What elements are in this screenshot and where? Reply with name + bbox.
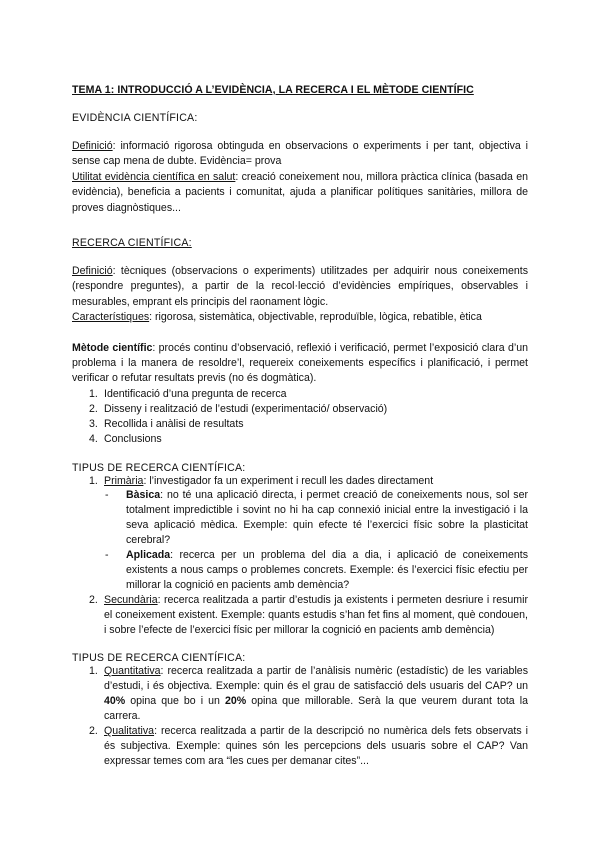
recerca-caracteristiques-text: : rigorosa, sistemàtica, objectivable, reproduïble, lògica, rebatible, ètica	[149, 311, 482, 324]
list-item-text: Identificació d’una pregunta de recerca	[104, 387, 287, 400]
recerca-definicio-text: : tècniques (observacions o experiments) utilitzades per adquirir nous coneixements (respondre preguntes), a partir de la recol·lecció d’evidències empíriques, observables i mesurables, emprant els principis del raonament lògic.	[72, 265, 528, 308]
list-number: 4.	[89, 432, 98, 445]
basica-label: Bàsica	[126, 489, 161, 502]
list-item	[72, 402, 528, 417]
section-heading-tipus-1: TIPUS DE RECERCA CIENTÍFICA:	[72, 461, 246, 474]
metode-steps-list	[72, 387, 528, 447]
list-item	[72, 387, 528, 402]
recerca-definicio-label: Definició	[72, 265, 113, 278]
list-item-basica	[96, 488, 528, 548]
aplicada-text: : recerca per un problema del dia a dia, i aplicació de coneixements existents a nous camps o problemes concrets. Exemple: és l’exercici físic efectiu per millorar la cognició en pacients amb demència?	[126, 549, 528, 591]
tipus-1-list	[72, 474, 528, 638]
quantitativa-text-c: opina que millorable. Serà la que veurem durant tota la carrera.	[104, 695, 528, 723]
list-item-quantitativa	[72, 664, 528, 724]
recerca-caracteristiques-label: Característiques	[72, 311, 150, 324]
metode-cientific-text: : procés continu d’observació, reflexió i verificació, permet l’exposició clara d’un problema i la manera de resoldre’l, requereix coneixements específics i planificació, i permet verificar o refutar resultats previs (no és dogmàtica).	[72, 341, 528, 385]
page-title: TEMA 1: INTRODUCCIÓ A L’EVIDÈNCIA, LA RECERCA I EL MÈTODE CIENTÍFIC	[72, 84, 474, 96]
list-item-text: Disseny i realització de l’estudi (experimentació/ observació)	[104, 402, 388, 415]
primaria-label: Primària	[104, 474, 144, 487]
list-number: 1.	[89, 665, 98, 678]
metode-cientific-label: Mètode científic	[72, 341, 153, 354]
dash-marker: -	[105, 489, 109, 502]
list-number: 3.	[89, 417, 98, 430]
evidencia-utilitat-label: Utilitat evidència científica en salut	[72, 170, 236, 183]
evidencia-utilitat	[72, 170, 528, 216]
tipus-2-list	[72, 664, 528, 768]
list-item-aplicada	[96, 548, 528, 593]
secundaria-label: Secundària	[104, 593, 158, 606]
list-number: 2.	[89, 593, 98, 606]
list-number: 2.	[89, 725, 98, 738]
list-number: 1.	[89, 474, 98, 487]
evidencia-utilitat-text: : creació coneixement nou, millora pràctica clínica (basada en evidència), beneficia a pacients i comunitat, ajuda a planificar polítiques sanitàries, millora de proves diagnòstiques...	[72, 170, 528, 214]
list-item	[72, 417, 528, 432]
recerca-caracteristiques	[72, 310, 528, 325]
list-item	[72, 432, 528, 447]
quantitativa-pct-1: 40%	[104, 695, 126, 708]
quantitativa-label: Quantitativa	[104, 665, 161, 678]
quantitativa-text-a: : recerca realitzada a partir de l’anàlisis numèric (estadístic) de les variables d’estudi, i és objectiva. Exemple: quin és el grau de satisfacció dels usuaris del CAP? un	[104, 665, 528, 693]
aplicada-label: Aplicada	[126, 549, 171, 562]
recerca-definicio	[72, 264, 528, 310]
evidencia-definicio	[72, 139, 528, 170]
list-item-qualitativa	[72, 724, 528, 769]
section-heading-evidencia: EVIDÈNCIA CIENTÍFICA:	[72, 112, 198, 124]
evidencia-definicio-text: : informació rigorosa obtinguda en observacions o experiments i per tant, objectiva i sense cap mena de dubte. Evidència= prova	[72, 140, 528, 168]
primaria-text: : l’investigador fa un experiment i recull les dades directament	[143, 474, 434, 487]
quantitativa-pct-2: 20%	[224, 695, 247, 708]
evidencia-definicio-label: Definició	[72, 140, 113, 152]
dash-marker: -	[105, 549, 109, 562]
list-item-primaria	[72, 474, 528, 593]
basica-text: : no té una aplicació directa, i permet creació de coneixements nous, sol ser totalment impredictible i sovint no hi ha cap connexió inicial entre la investigació i la seva aplicació mèdica. Exemple: quin efecte té l’exercici físic sobre la plasticitat cerebral?	[126, 489, 528, 547]
section-heading-recerca: RECERCA CIENTÍFICA:	[72, 237, 192, 250]
document-page	[72, 84, 528, 769]
qualitativa-text: : recerca realitzada a partir de la descripció no numèrica dels fets observats i és subjectiva. Exemple: quines són les percepcions dels usuaris sobre el CAP? Van expressar temes com ara “les cues per demanar cites”...	[104, 725, 528, 767]
list-item-text: Conclusions	[104, 432, 162, 445]
metode-cientific	[72, 341, 528, 387]
secundaria-text: : recerca realitzada a partir d’estudis ja existents i permeten desriure i resumir el coneixement existent. Exemple: quants estudis s’han fet fins al moment, què condouen, i sobre l’efecte de l’exercici físic per millorar la cognició en pacients amb demència)	[104, 593, 528, 636]
quantitativa-text-b: opina que bo i un	[125, 695, 225, 708]
list-item-secundaria	[72, 593, 528, 638]
list-number: 2.	[89, 402, 98, 415]
section-heading-tipus-2: TIPUS DE RECERCA CIENTÍFICA:	[72, 652, 246, 665]
qualitativa-label: Qualitativa	[104, 725, 155, 738]
primaria-sublist	[72, 488, 528, 592]
list-number: 1.	[89, 387, 98, 400]
list-item-text: Recollida i anàlisi de resultats	[104, 417, 244, 430]
